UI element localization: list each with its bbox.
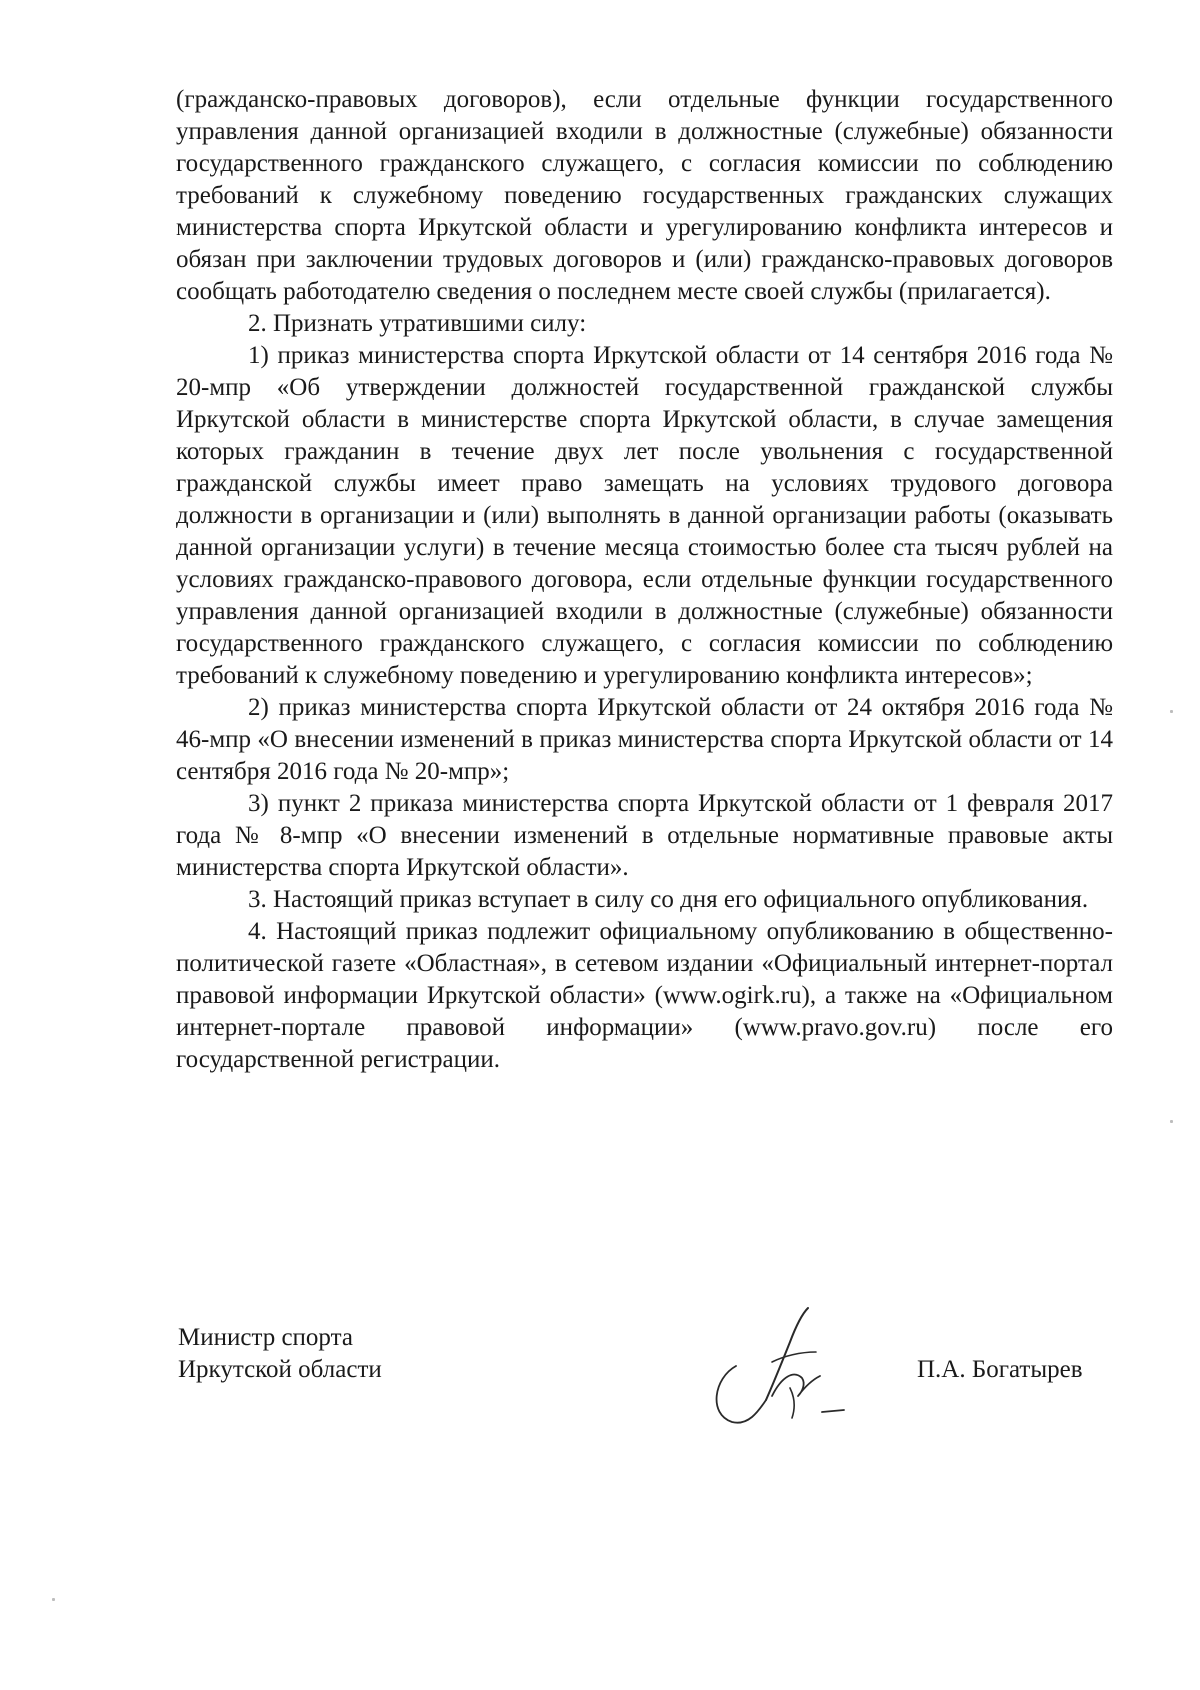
handwritten-signature (712, 1296, 912, 1446)
paragraph-item-3: 3. Настоящий приказ вступает в силу со дня его официального опубликования. (248, 886, 1089, 913)
paragraph-subitem-1: 1) приказ министерства спорта Иркутской области от 14 сентября 2016 года № 20-мпр «Об утверждении должностей государственной гражданской службы Иркутской области в министерстве спорта Иркутской области, в случае замещения которых гражданин в течение двух лет после увольнения с государственной гражданской службы имеет право замещать на условиях трудового договора должности в организации и (или) выполнять в данной организации работы (оказывать данной организации услуги) в течение месяца стоимостью более ста тысяч рублей на условиях гражданско-правового договора, если отдельные функции государственного управления данной организацией входили в должностные (служебные) обязанности государственного гражданского служащего, с согласия комиссии по соблюдению требований к служебному поведению и урегулированию конфликта интересов»; (176, 342, 1113, 689)
paragraph-continuation: (гражданско-правовых договоров), если отдельные функции государственного управления данной организацией входили в должностные (служебные) обязанности государственного гражданского служащего, с согласия комиссии по соблюдению требований к служебному поведению государственных гражданских служащих министерства спорта Иркутской области и урегулированию конфликта интересов и обязан при заключении трудовых договоров и (или) гражданско-правовых договоров сообщать работодателю сведения о последнем месте своей службы (прилагается). (176, 86, 1113, 305)
signatory-title (178, 1322, 382, 1386)
signatory-title-line1: Министр спорта (178, 1324, 353, 1351)
paragraph-item-4: 4. Настоящий приказ подлежит официальному опубликованию в общественно-политической газете «Областная», в сетевом издании «Официальный интернет-портал правовой информации Иркутской области» (www.ogirk.ru), а также на «Официальном интернет-портале правовой информации» (www.pravo.gov.ru) после его государственной регистрации. (176, 918, 1113, 1073)
paragraph-subitem-3: 3) пункт 2 приказа министерства спорта Иркутской области от 1 февраля 2017 года № 8-мпр «О внесении изменений в отдельные нормативные правовые акты министерства спорта Иркутской области». (176, 790, 1113, 881)
signatory-title-line2: Иркутской области (178, 1356, 382, 1383)
scan-speck (52, 1598, 55, 1601)
scan-speck (1170, 1120, 1173, 1123)
paragraph-subitem-2: 2) приказ министерства спорта Иркутской области от 24 октября 2016 года № 46-мпр «О внесении изменений в приказ министерства спорта Иркутской области от 14 сентября 2016 года № 20-мпр»; (176, 694, 1113, 785)
document-body (176, 84, 1113, 1076)
signatory-name: П.А. Богатырев (917, 1356, 1083, 1383)
paragraph-item-2: 2. Признать утратившими силу: (248, 310, 587, 337)
scan-speck (1170, 710, 1173, 713)
